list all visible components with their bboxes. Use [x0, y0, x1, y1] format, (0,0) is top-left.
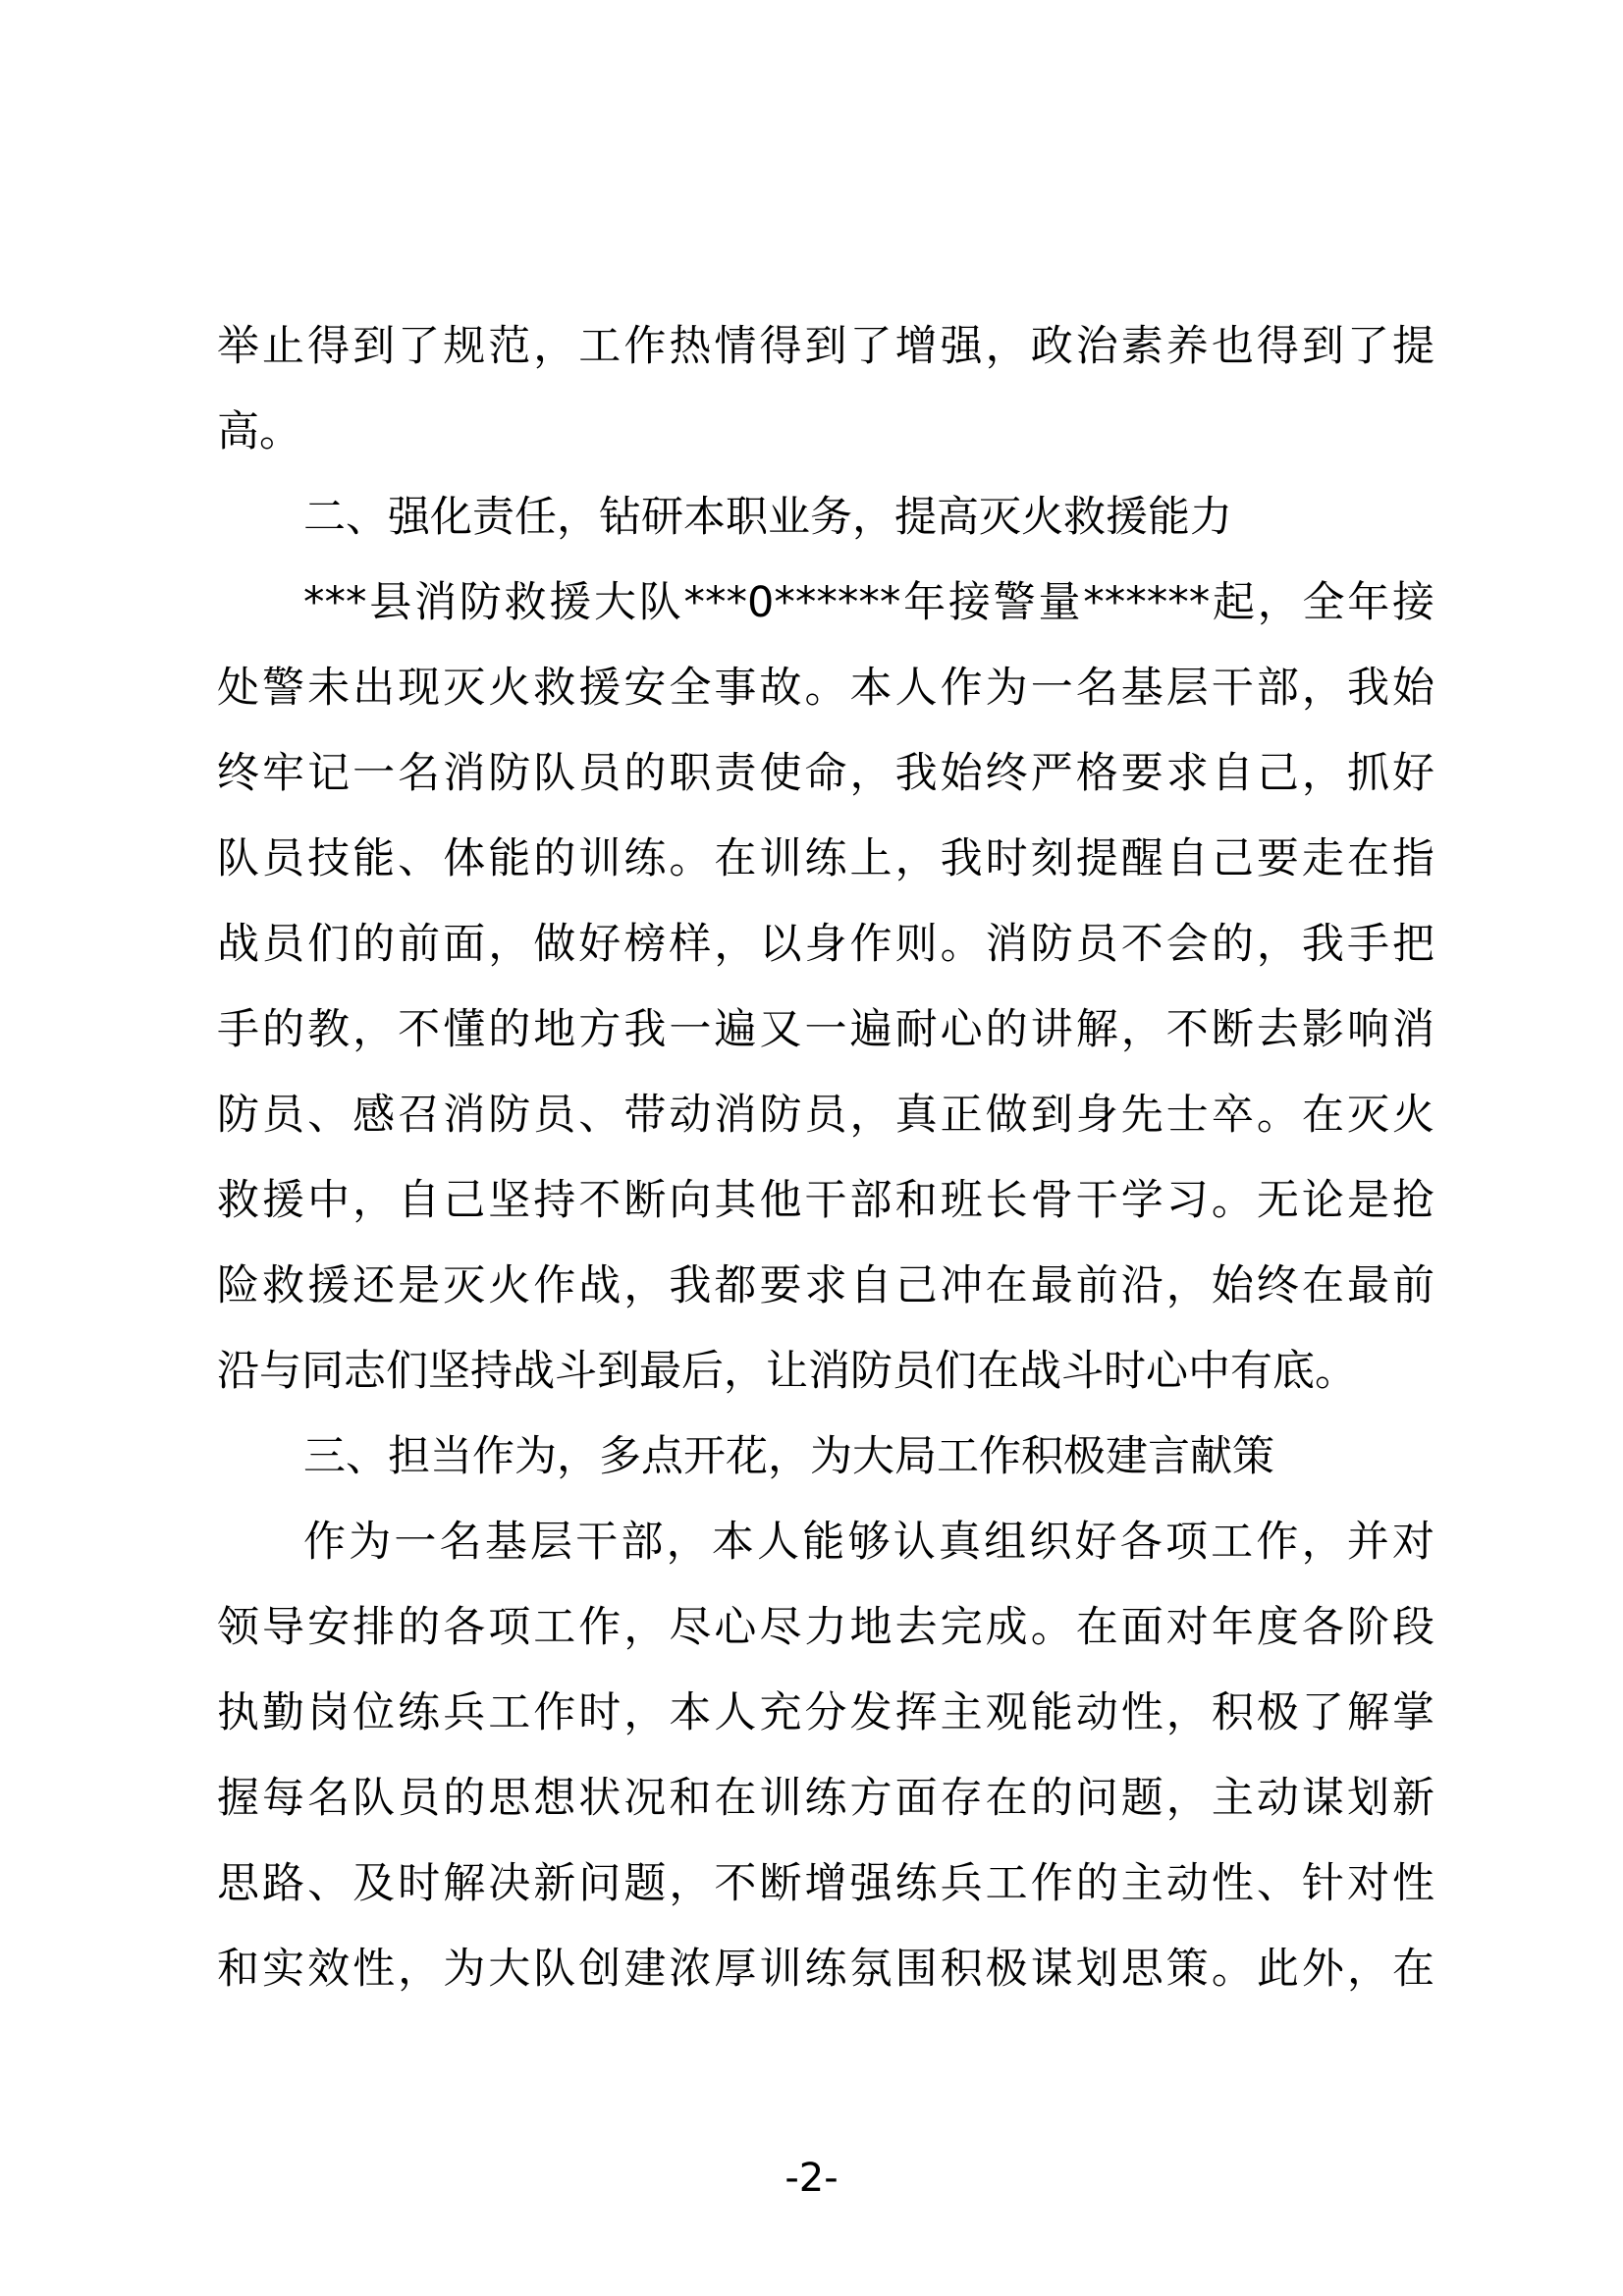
section-heading-2: 二、强化责任，钻研本职业务，提高灭火救援能力	[303, 493, 1232, 542]
text-line: ***县消防救援大队***0******年接警量******起，全年接	[303, 578, 1434, 627]
body-text	[217, 304, 1434, 2012]
text-line: 沿与同志们坚持战斗到最后，让消防员们在战斗时心中有底。	[217, 1347, 1357, 1396]
text-line: 手的教，不懂的地方我一遍又一遍耐心的讲解，不断去影响消	[217, 1005, 1434, 1054]
text-line: 领导安排的各项工作，尽心尽力地去完成。在面对年度各阶段	[217, 1603, 1434, 1652]
text-line: 战员们的前面，做好榜样，以身作则。消防员不会的，我手把	[217, 920, 1434, 969]
text-line: 作为一名基层干部，本人能够认真组织好各项工作，并对	[303, 1518, 1434, 1567]
text-line: 高。	[217, 407, 301, 456]
text-line: 队员技能、体能的训练。在训练上，我时刻提醒自己要走在指	[217, 834, 1434, 883]
text-line: 处警未出现灭火救援安全事故。本人作为一名基层干部，我始	[217, 664, 1434, 713]
text-line: 握每名队员的思想状况和在训练方面存在的问题，主动谋划新	[217, 1774, 1434, 1823]
text-line: 终牢记一名消防队员的职责使命，我始终严格要求自己，抓好	[217, 749, 1434, 798]
section-heading-3: 三、担当作为，多点开花，为大局工作积极建言献策	[303, 1432, 1274, 1481]
page-number: -2-	[784, 2156, 839, 2201]
text-line: 举止得到了规范，工作热情得到了增强，政治素养也得到了提	[217, 322, 1434, 371]
text-line: 防员、感召消防员、带动消防员，真正做到身先士卒。在灭火	[217, 1091, 1434, 1140]
text-line: 救援中，自己坚持不断向其他干部和班长骨干学习。无论是抢	[217, 1176, 1434, 1225]
text-line: 执勤岗位练兵工作时，本人充分发挥主观能动性，积极了解掌	[217, 1688, 1434, 1737]
text-line: 思路、及时解决新问题，不断增强练兵工作的主动性、针对性	[217, 1859, 1434, 1908]
text-line: 和实效性，为大队创建浓厚训练氛围积极谋划思策。此外，在	[217, 1945, 1434, 1994]
text-line: 险救援还是灭火作战，我都要求自己冲在最前沿，始终在最前	[217, 1261, 1434, 1310]
